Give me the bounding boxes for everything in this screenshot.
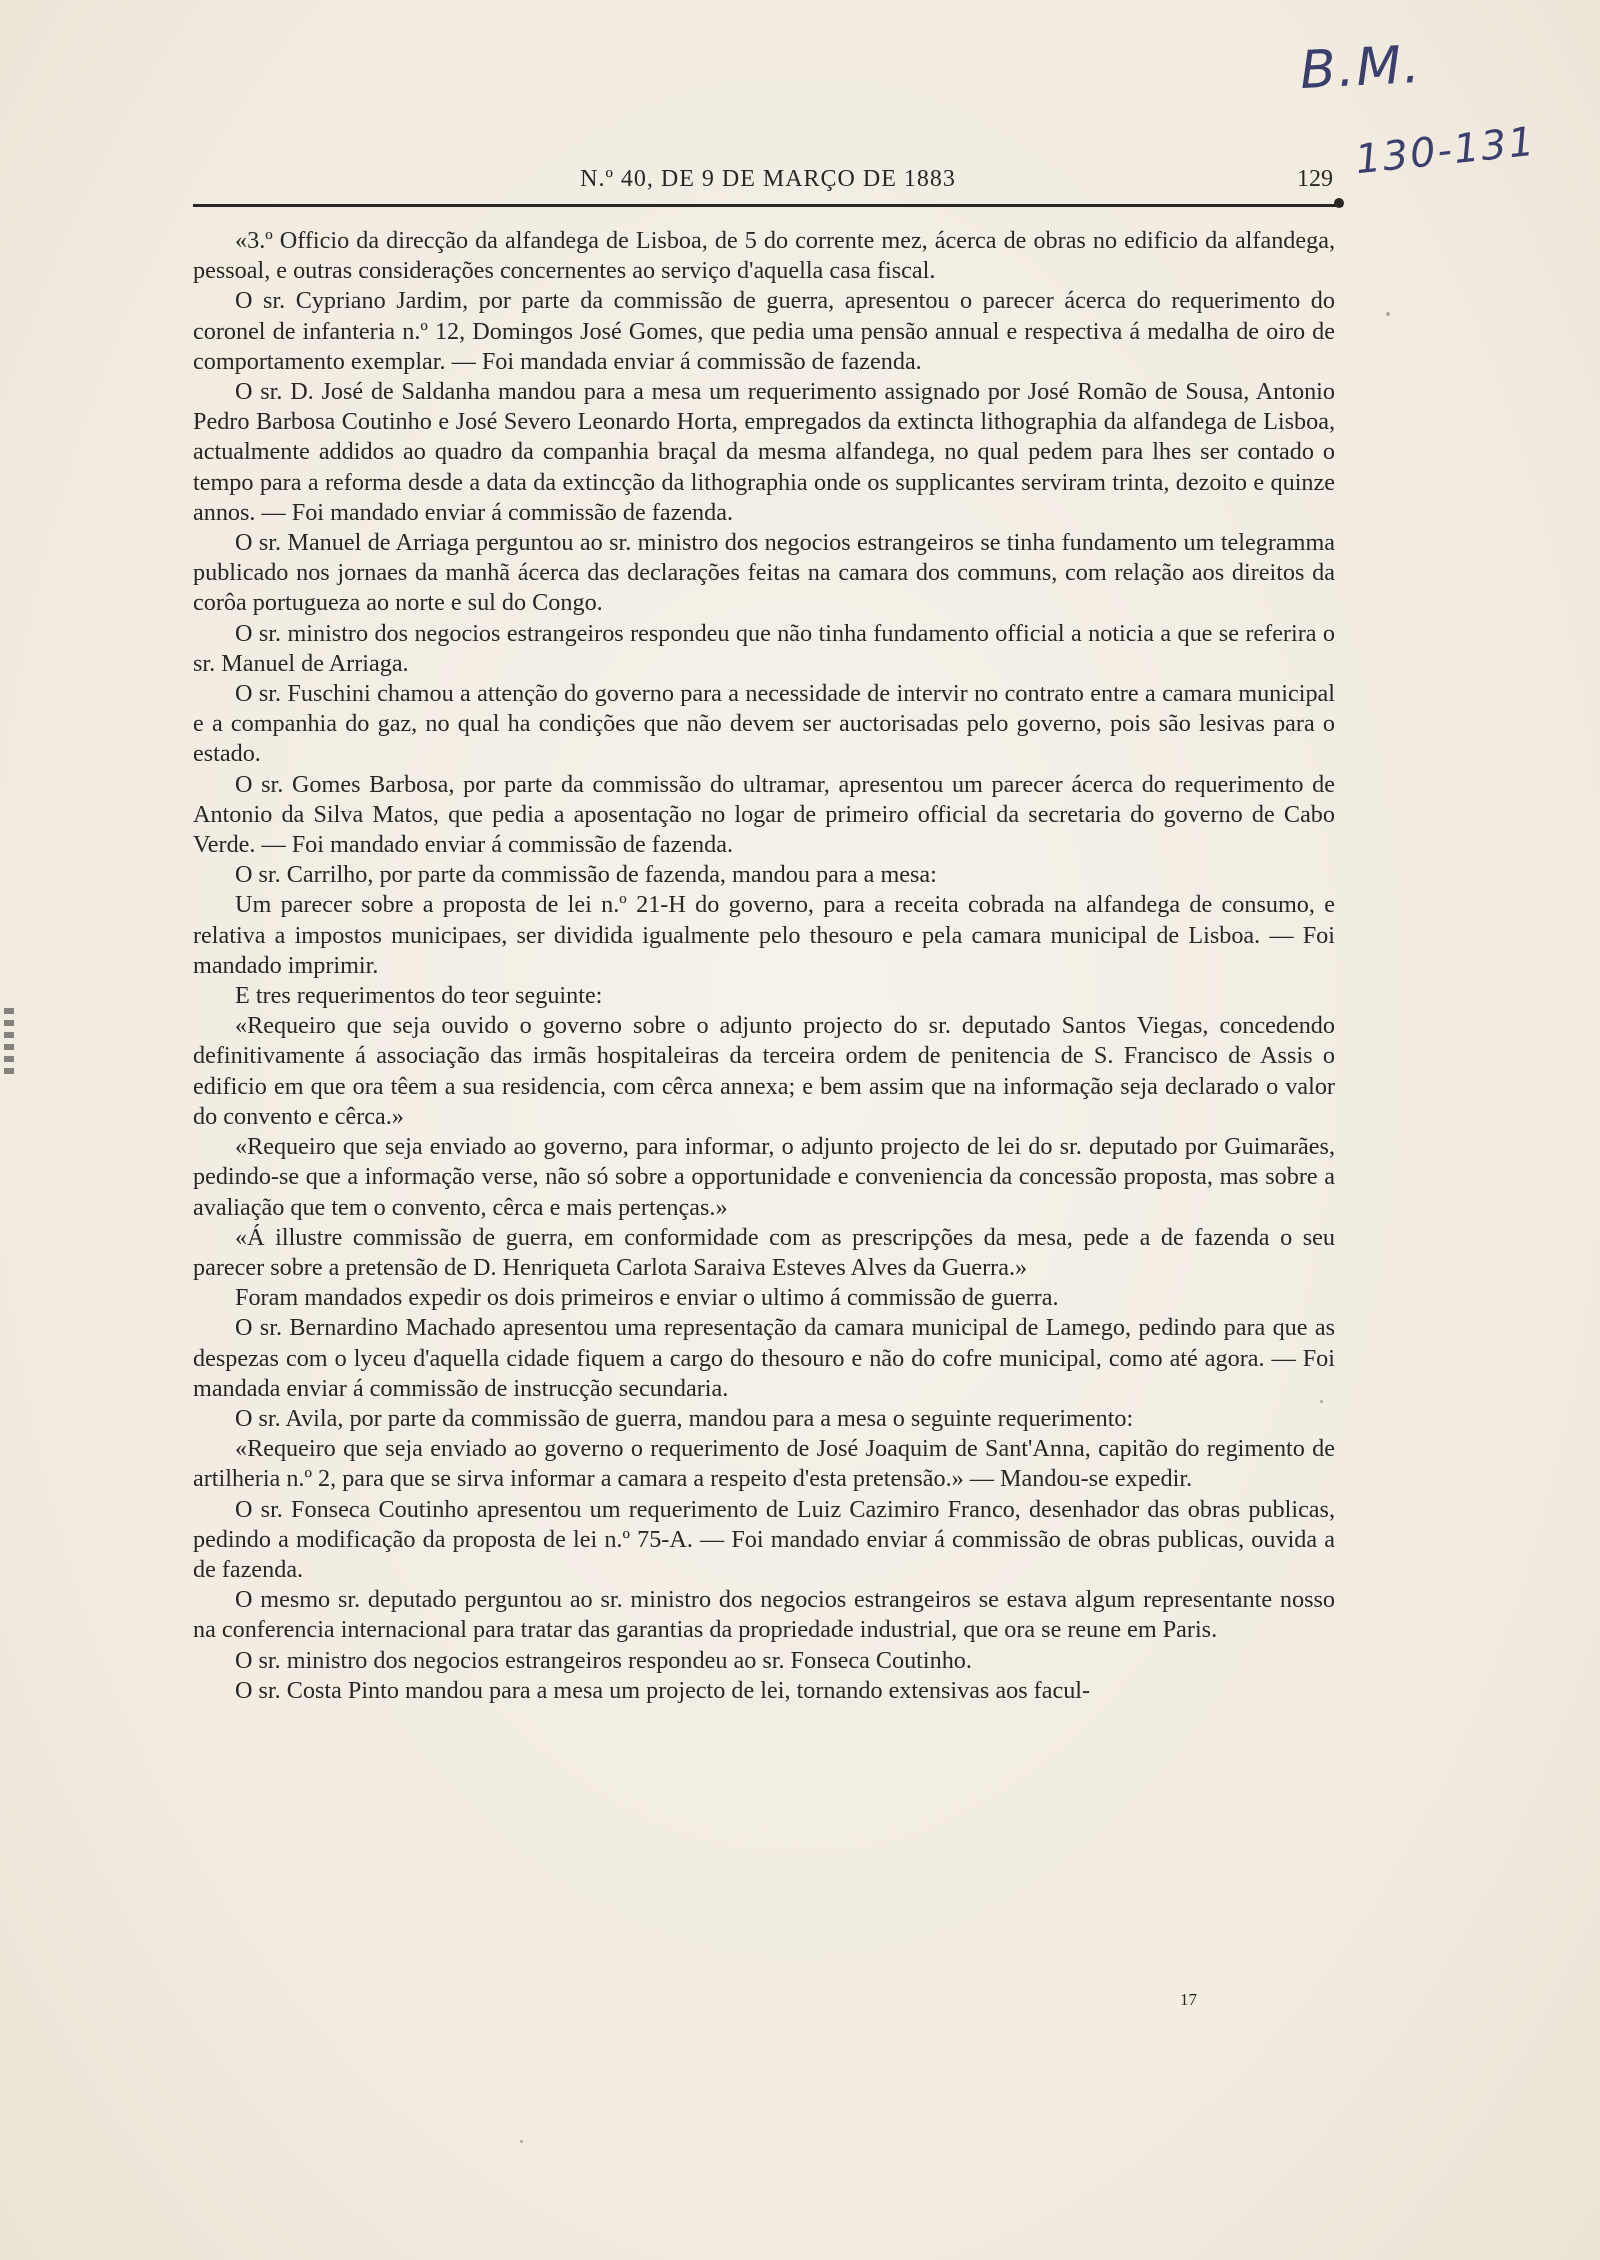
signature-mark: 17 <box>1180 1990 1197 2009</box>
paragraph: E tres requerimentos do teor seguinte: <box>235 982 603 1010</box>
paragraph: O sr. Gomes Barbosa, por parte da commissão do ultramar, apresentou um parecer ácerca do requerimento de Antonio da Silva Matos, que pedia a aposentação no logar de primeiro official da secretaria do governo de Cabo Verde. — Foi mandado enviar á commissão de fazenda. <box>193 770 1335 859</box>
header-rule-end <box>1334 198 1344 208</box>
paper-speck <box>1386 312 1390 316</box>
paper-speck <box>520 2140 523 2143</box>
paragraph: «Á illustre commissão de guerra, em conformidade com as prescripções da mesa, pede a de fazenda o seu parecer sobre a pretensão de D. Henriqueta Carlota Saraiva Esteves Alves da Guerra.» <box>193 1223 1335 1281</box>
issue-title: N.º 40, DE 9 DE MARÇO DE 1883 <box>580 166 956 192</box>
paragraph: O sr. ministro dos negocios estrangeiros respondeu ao sr. Fonseca Coutinho. <box>235 1646 972 1674</box>
paragraph: O mesmo sr. deputado perguntou ao sr. ministro dos negocios estrangeiros se estava algum representante nosso na conferencia internacional para tratar das garantias da propriedade industrial, que ora se reune em Paris. <box>193 1586 1335 1644</box>
page-number: 129 <box>1297 166 1333 192</box>
catalog-reference: 130-131 <box>1353 118 1539 184</box>
body-text <box>193 226 1335 1706</box>
paragraph: O sr. Costa Pinto mandou para a mesa um projecto de lei, tornando extensivas aos facul- <box>235 1676 1091 1704</box>
paragraph: «Requeiro que seja enviado ao governo o requerimento de José Joaquim de Sant'Anna, capitão do regimento de artilheria n.º 2, para que se sirva informar a camara a respeito d'esta pretensão.» — Mandou-se expedir. <box>193 1435 1335 1493</box>
paragraph: «Requeiro que seja enviado ao governo, para informar, o adjunto projecto de lei do sr. deputado por Guimarães, pedindo-se que a informação verse, não só sobre a opportunidade e conveniencia da concessão proposta, mas sobre a avaliação que tem o convento, cêrca e mais pertenças.» <box>193 1133 1335 1221</box>
paragraph: «Requeiro que seja ouvido o governo sobre o adjunto projecto do sr. deputado Santos Viegas, concedendo definitivamente á associação das irmãs hospitaleiras da terceira ordem de penitencia de S. Francisco de Assis o edificio em que ora têem a sua residencia, com cêrca annexa; e bem assim que na informação seja declarado o valor do convento e cêrca.» <box>193 1012 1335 1130</box>
header-rule <box>193 204 1343 207</box>
page-header <box>193 162 1343 198</box>
paragraph: Foram mandados expedir os dois primeiros e enviar o ultimo á commissão de guerra. <box>235 1284 1059 1312</box>
library-mark: B.M. <box>1298 34 1424 102</box>
paragraph: O sr. Avila, por parte da commissão de guerra, mandou para a mesa o seguinte requerimento: <box>235 1404 1134 1432</box>
paragraph: O sr. Bernardino Machado apresentou uma representação da camara municipal de Lamego, pedindo para que as despezas com o lyceu d'aquella cidade fiquem a cargo do thesouro e não do cofre municipal, como até agora. — Foi mandada enviar á commissão de instrucção secundaria. <box>193 1314 1335 1402</box>
paragraph: O sr. Fonseca Coutinho apresentou um requerimento de Luiz Cazimiro Franco, desenhador das obras publicas, pedindo a modificação da proposta de lei n.º 75-A. — Foi mandado enviar á commissão de obras publicas, ouvida a de fazenda. <box>193 1495 1335 1583</box>
paper-speck <box>1320 1400 1323 1403</box>
paragraph: «3.º Officio da direcção da alfandega de Lisboa, de 5 do corrente mez, ácerca de obras no edificio da alfandega, pessoal, e outras considerações concernentes ao serviço d'aquella casa fiscal. <box>193 227 1335 285</box>
paragraph: O sr. D. José de Saldanha mandou para a mesa um requerimento assignado por José Romão de Sousa, Antonio Pedro Barbosa Coutinho e José Severo Leonardo Horta, empregados da extincta lithographia da alfandega de Lisboa, actualmente addidos ao quadro da companhia braçal da mesma alfandega, no qual pedem para lhes ser contado o tempo para a reforma desde a data da extincção da lithographia onde os supplicantes serviram trinta, dezoito e quinze annos. — Foi mandado enviar á commissão de fazenda. <box>193 378 1335 526</box>
paragraph: O sr. Fuschini chamou a attenção do governo para a necessidade de intervir no contrato entre a camara municipal e a companhia do gaz, no qual ha condições que não devem ser auctorisadas pelo governo, pois são lesivas para o estado. <box>193 680 1335 768</box>
paragraph: O sr. Cypriano Jardim, por parte da commissão de guerra, apresentou o parecer ácerca do requerimento do coronel de infanteria n.º 12, Domingos José Gomes, que pedia uma pensão annual e respectiva á medalha de oiro de comportamento exemplar. — Foi mandada enviar á commissão de fazenda. <box>193 287 1335 375</box>
paragraph: Um parecer sobre a proposta de lei n.º 21-H do governo, para a receita cobrada na alfandega de consumo, e relativa a impostos municipaes, ser dividida igualmente pelo thesouro e pela camara municipal de Lisboa. — Foi mandado imprimir. <box>193 891 1335 979</box>
paragraph: O sr. ministro dos negocios estrangeiros respondeu que não tinha fundamento official a noticia a que se referira o sr. Manuel de Arriaga. <box>193 619 1335 677</box>
paragraph: O sr. Carrilho, por parte da commissão de fazenda, mandou para a mesa: <box>235 861 937 889</box>
paragraph: O sr. Manuel de Arriaga perguntou ao sr. ministro dos negocios estrangeiros se tinha fundamento um telegramma publicado nos jornaes da manhã ácerca das declarações feitas na camara dos communs, com relação aos direitos da corôa portugueza ao norte e sul do Congo. <box>193 529 1335 617</box>
binding-mark <box>4 1008 14 1080</box>
